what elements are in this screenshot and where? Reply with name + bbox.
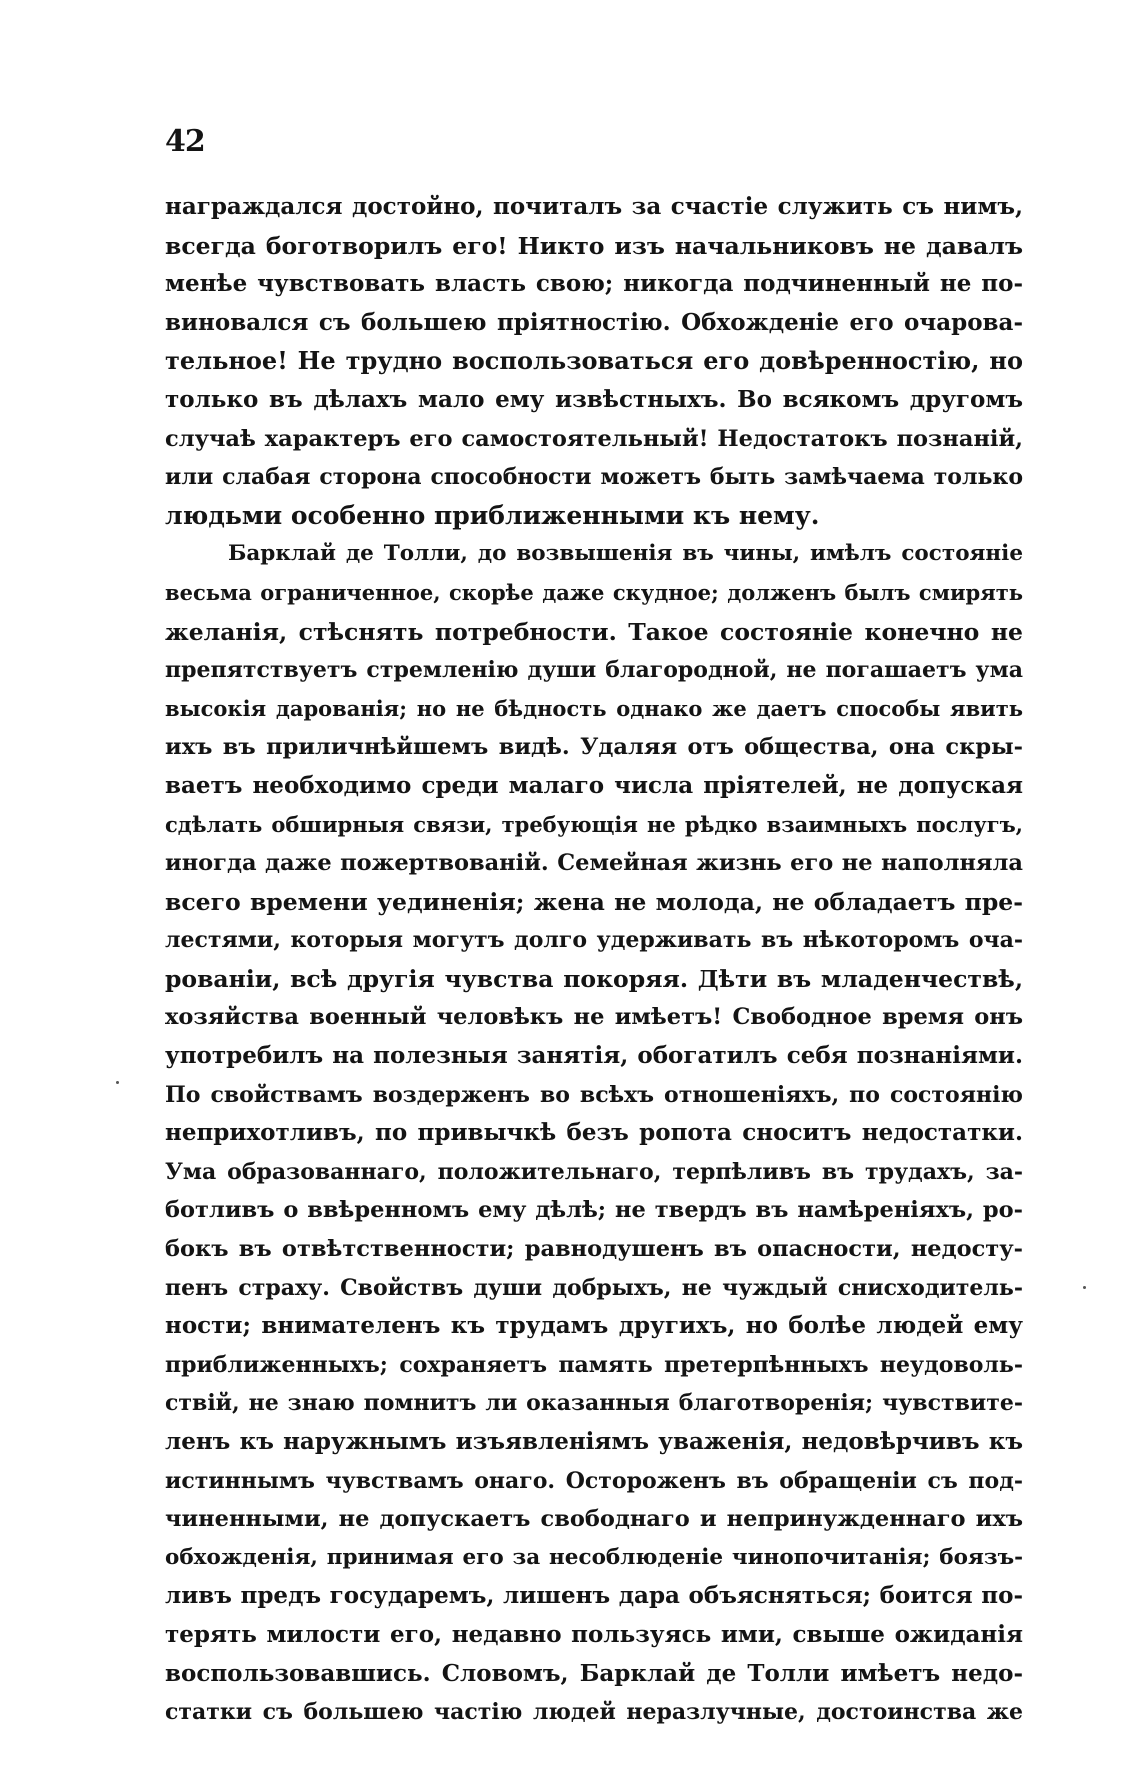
text-line: менѣе чувствовать власть свою; никогда подчиненный не по- xyxy=(165,270,1023,298)
text-line: неприхотливъ, по привычкѣ безъ ропота сноситъ недостатки. xyxy=(165,1119,1023,1147)
text-line: ленъ къ наружнымъ изъявленіямъ уваженія, недовѣрчивъ къ xyxy=(165,1428,1023,1455)
text-line: весьма ограниченное, скорѣе даже скудное; долженъ былъ смирять xyxy=(165,579,1023,605)
text-line: всего времени уединенія; жена не молода, не обладаетъ пре- xyxy=(165,887,1023,916)
text-line: всегда боготворилъ его! Никто изъ начальниковъ не давалъ xyxy=(165,231,1023,260)
text-line: ности; внимателенъ къ трудамъ другихъ, но болѣе людей ему xyxy=(165,1312,1023,1340)
text-line: Ума образованнаго, положительнаго, терпѣливъ въ трудахъ, за- xyxy=(165,1158,1023,1185)
text-line: ливъ предъ государемъ, лишенъ дара объясняться; боится по- xyxy=(165,1582,1023,1610)
text-line: иногда даже пожертвованій. Семейная жизнь его не наполняла xyxy=(165,850,1023,877)
text-line: По свойствамъ воздерженъ во всѣхъ отношеніяхъ, по состоянію xyxy=(165,1081,1023,1108)
text-line: обхожденія, принимая его за несоблюденіе чинопочитанія; боязъ- xyxy=(165,1544,1023,1570)
text-line: истиннымъ чувствамъ онаго. Остороженъ въ обращеніи съ под- xyxy=(165,1467,1023,1494)
text-line: случаѣ характеръ его самостоятельный! Недостатокъ познаній, xyxy=(165,425,1023,452)
text-line: только въ дѣлахъ мало ему извѣстныхъ. Во всякомъ другомъ xyxy=(165,385,1023,413)
text-line: ствій, не знаю помнитъ ли оказанныя благотворенія; чувствите- xyxy=(165,1390,1023,1417)
text-line: терять милости его, недавно пользуясь ими, свыше ожиданія xyxy=(165,1620,1023,1648)
text-line: людьми особенно приближенными къ нему. xyxy=(165,500,820,530)
text-line: бокъ въ отвѣтственности; равнодушенъ въ опасности, недосту- xyxy=(165,1236,1023,1263)
body-text xyxy=(165,188,1023,1732)
scan-speck xyxy=(116,1081,119,1084)
text-line: статки съ большею частію людей неразлучные, достоинства же xyxy=(165,1699,1023,1726)
text-line: ихъ въ приличнѣйшемъ видѣ. Удаляя отъ общества, она скры- xyxy=(165,734,1023,761)
text-line: или слабая сторона способности можетъ быть замѣчаема только xyxy=(165,464,1023,491)
text-line: ваетъ необходимо среди малаго числа пріятелей, не допуская xyxy=(165,771,1023,799)
text-line: ботливъ о ввѣренномъ ему дѣлѣ; не твердъ въ намѣреніяхъ, ро- xyxy=(165,1197,1023,1224)
text-line: пенъ страху. Свойствъ души добрыхъ, не чуждый снисходитель- xyxy=(165,1274,1023,1301)
text-line: сдѣлать обширныя связи, требующія не рѣдко взаимныхъ послугъ, xyxy=(165,811,1023,837)
scan-speck xyxy=(1083,1286,1086,1289)
text-line: награждался достойно, почиталъ за счастіе служить съ нимъ, xyxy=(165,193,1023,220)
page-number: 42 xyxy=(165,124,205,159)
text-line: желанія, стѣснять потребности. Такое состояніе конечно не xyxy=(165,617,1023,646)
text-line: высокія дарованія; но не бѣдность однако же даетъ способы явить xyxy=(165,695,1023,721)
text-line: воспользовавшись. Словомъ, Барклай де Толли имѣетъ недо- xyxy=(165,1659,1023,1687)
text-line: употребилъ на полезныя занятія, обогатилъ себя познаніями. xyxy=(165,1042,1023,1070)
text-line: чиненными, не допускаетъ свободнаго и непринужденнаго ихъ xyxy=(165,1506,1023,1533)
text-line: приближенныхъ; сохраняетъ память претерпѣнныхъ неудоволь- xyxy=(165,1351,1023,1378)
text-line: тельное! Не трудно воспользоваться его довѣренностію, но xyxy=(165,346,1023,376)
text-line: Барклай де Толли, до возвышенія въ чины, имѣлъ состояніе xyxy=(228,541,1023,567)
text-line: рованіи, всѣ другія чувства покоряя. Дѣти въ младенчествѣ, xyxy=(165,964,1023,993)
text-line: лестями, которыя могутъ долго удерживать въ нѣкоторомъ оча- xyxy=(165,927,1023,954)
text-line: препятствуетъ стремленію души благородной, не погашаетъ ума xyxy=(165,657,1023,684)
text-line: виновался съ большею пріятностію. Обхожденіе его очарова- xyxy=(165,308,1023,336)
text-line: хозяйства военный человѣкъ не имѣетъ! Свободное время онъ xyxy=(165,1004,1023,1031)
